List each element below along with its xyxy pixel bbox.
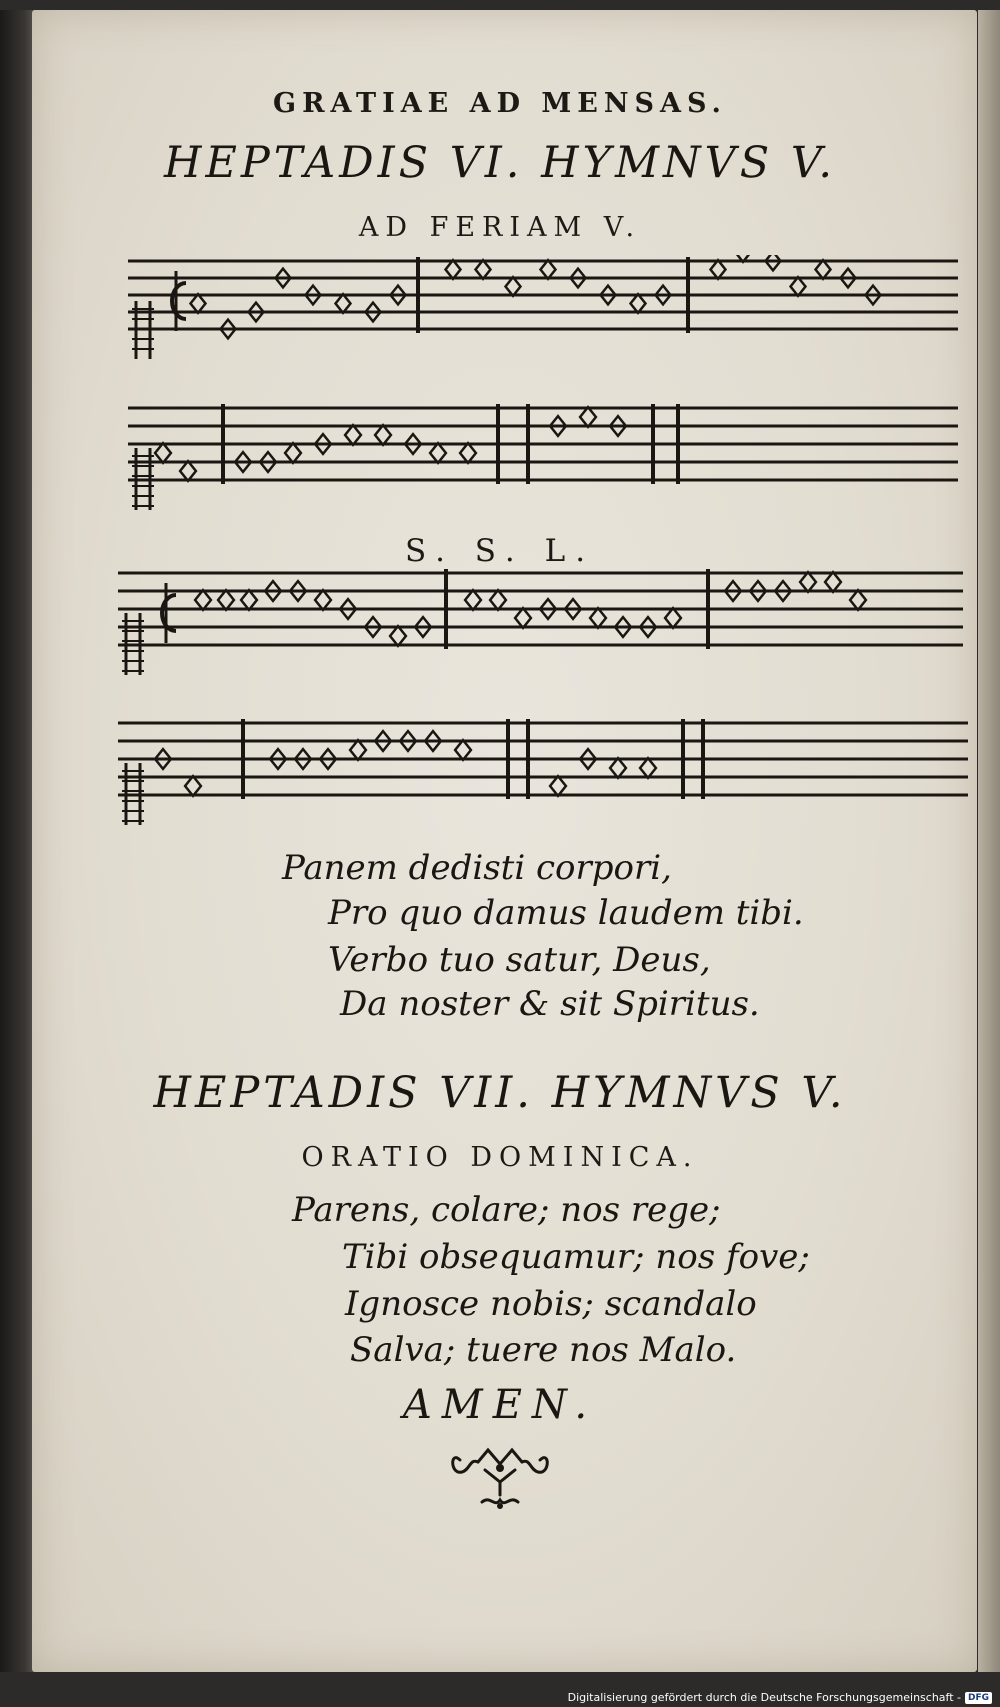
hymn-one-subtitle: AD FERIAM V. (358, 212, 642, 243)
hymn-two-verse-1: Parens, colare; nos rege; (292, 1190, 721, 1230)
hymn-one-title: HEPTADIS VI. HYMNVS V. (163, 138, 837, 188)
printer-ornament (440, 1440, 560, 1520)
music-staff-4 (118, 715, 978, 855)
hymn-one-verse-4: Da noster & sit Spiritus. (340, 984, 760, 1024)
music-staff-3 (118, 565, 973, 715)
hymn-one-verse-1: Panem dedisti corpori, (282, 848, 672, 888)
dfg-logo: DFG (965, 1692, 992, 1704)
section-marker: S. S. L. (404, 533, 596, 569)
credit-text: Digitalisierung gefördert durch die Deutsche Forschungsgemeinschaft - (567, 1691, 961, 1704)
hymn-one-verse-3: Verbo tuo satur, Deus, (328, 940, 711, 980)
hymn-two-title: HEPTADIS VII. HYMNVS V. (153, 1068, 847, 1118)
hymn-two-verse-3: Ignosce nobis; scandalo (345, 1284, 757, 1324)
hymn-one-verse-2: Pro quo damus laudem tibi. (328, 893, 804, 933)
closing-amen: AMEN. (402, 1382, 598, 1428)
hymn-two-verse-2: Tibi obsequamur; nos fove; (342, 1237, 810, 1277)
hymn-two-subtitle: ORATIO DOMINICA. (301, 1142, 699, 1173)
music-staff-2 (128, 400, 968, 540)
music-staff-1 (128, 255, 968, 405)
running-head: GRATIAE AD MENSAS. (273, 88, 727, 119)
digitization-credit (568, 1691, 992, 1704)
hymn-two-verse-4: Salva; tuere nos Malo. (350, 1330, 737, 1370)
